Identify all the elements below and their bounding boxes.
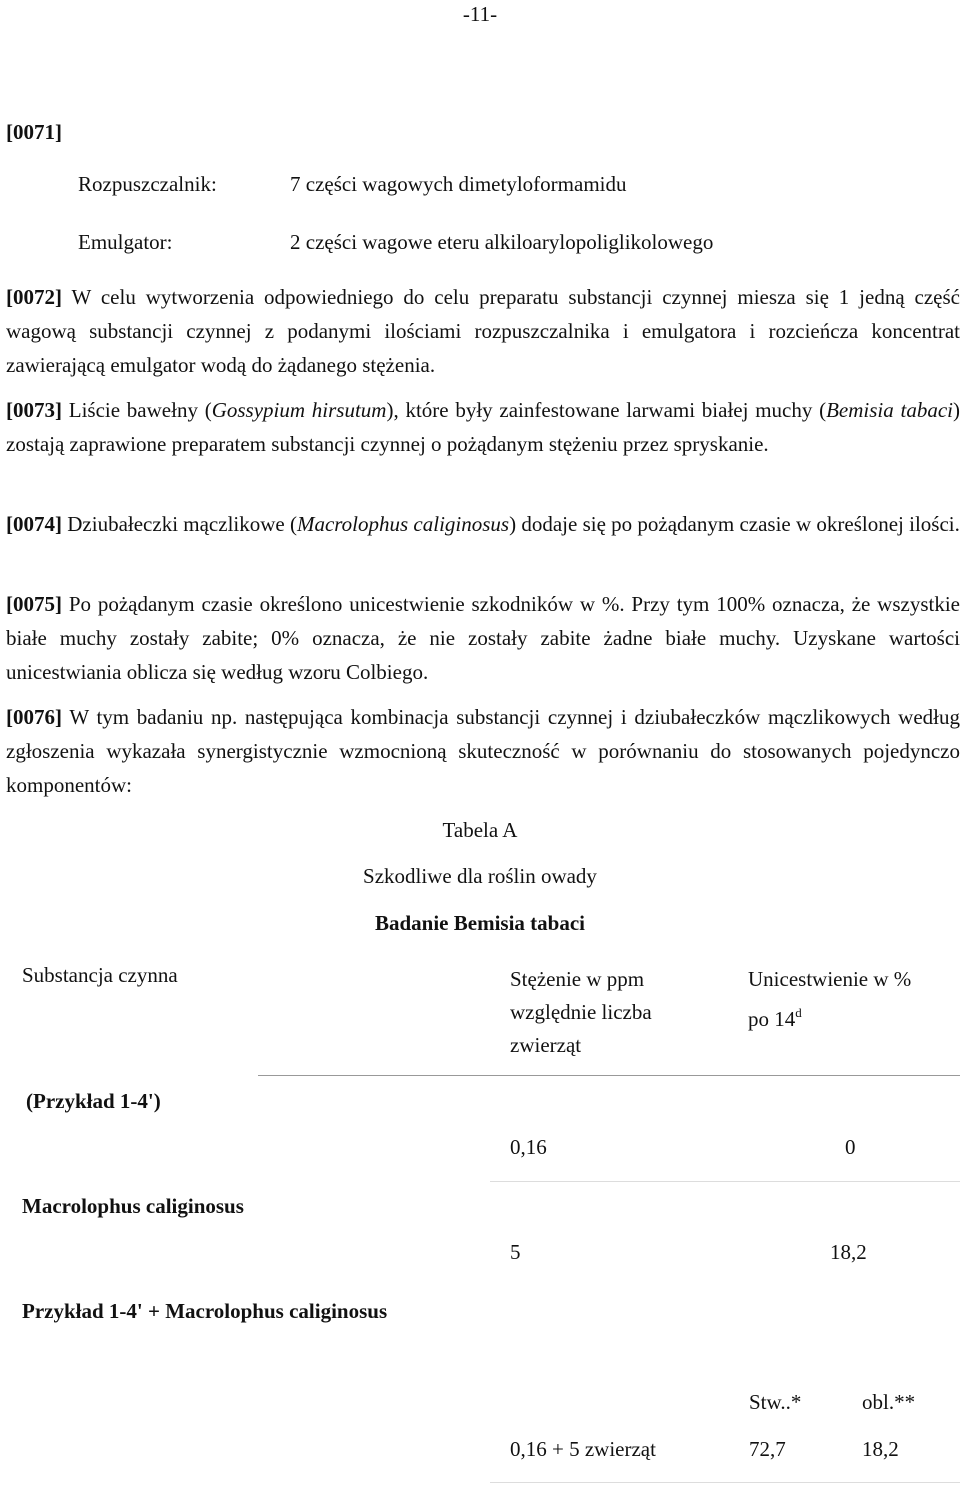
calc-label: obl.** (862, 1390, 916, 1414)
row3-substance: Przykład 1-4' + Macrolophus caliginosus (22, 1299, 388, 1323)
paragraph-0076 (6, 700, 960, 802)
row3-found: 72,7 (749, 1437, 786, 1461)
page-number: -11- (462, 2, 498, 26)
paragraph-text-0072: W celu wytworzenia odpowiedniego do celu preparatu substancji czynnej miesza się 1 jedną część wagową substancji czynnej z podanymi ilościami rozpuszczalnika i emulgatora i rozcieńcza koncentrat zawierającą emulgator wodą do żądanego stężenia. (6, 285, 960, 377)
row2-mortality: 18,2 (830, 1240, 867, 1264)
header-mortality-line1: Unicestwienie w % (748, 967, 912, 991)
paragraph-0075 (6, 587, 960, 689)
table-subtitle: Szkodliwe dla roślin owady (363, 864, 597, 888)
paragraph-text-0073-b: ), które były zainfestowane larwami białej muchy ( (386, 398, 827, 422)
row1-concentration: 0,16 (510, 1135, 547, 1159)
paragraph-tag-0076: [0076] (6, 705, 62, 729)
row1-mortality: 0 (845, 1135, 856, 1159)
header-concentration (510, 963, 652, 1062)
paragraph-text-0076: W tym badaniu np. następująca kombinacja substancji czynnej i dziubałeczków mączlikowych według zgłoszenia wykazała synergistycznie wzmocnioną skuteczność w porównaniu do stosowanych pojedynczo komponentów: (6, 705, 960, 797)
row2-substance: Macrolophus caliginosus (22, 1194, 244, 1218)
paragraph-text-0075: Po pożądanym czasie określono unicestwienie szkodników w %. Przy tym 100% oznacza, że wszystkie białe muchy zostały zabite; 0% oznacza, że nie zostały zabite żadne białe muchy. Uzyskane wartości unicestwiania oblicza się według wzoru Colbiego. (6, 592, 960, 684)
row1-substance: (Przykład 1-4') (26, 1089, 161, 1113)
header-mortality-sup: d (795, 1005, 802, 1020)
header-mortality-line2: po 14$^d$ (748, 1005, 802, 1031)
paragraph-0074 (6, 507, 960, 541)
header-concentration-line1: Stężenie w ppm (510, 967, 645, 991)
paragraph-tag-0074: [0074] (6, 512, 62, 536)
emulsifier-value: 2 części wagowe eteru alkiloarylopoliglikolowego (290, 230, 714, 254)
solvent-value: 7 części wagowych dimetyloformamidu (290, 172, 627, 196)
species-bemisia: Bemisia tabaci (826, 398, 953, 422)
paragraph-0072 (6, 280, 960, 382)
paragraph-tag-0075: [0075] (6, 592, 62, 616)
header-substance: Substancja czynna (22, 963, 178, 987)
paragraph-text-0073-c: ) zostają zaprawione preparatem substancji czynnej o pożądanym stężeniu przez spryskanie. (6, 398, 960, 456)
row3-calc: 18,2 (862, 1437, 899, 1461)
table-study: Badanie Bemisia tabaci (374, 911, 585, 935)
paragraph-text-0074-a: Dziubałeczki mączlikowe ( (67, 512, 297, 536)
species-macrolophus: Macrolophus caliginosus (296, 512, 510, 536)
row3-concentration: 0,16 + 5 zwierząt (510, 1437, 656, 1461)
species-gossypium: Gossypium hirsutum (211, 398, 387, 422)
paragraph-text-0074-b: ) dodaje się po pożądanym czasie w określonej ilości. (509, 512, 960, 536)
row2-concentration: 5 (510, 1240, 521, 1264)
found-label: Stw..* (749, 1390, 802, 1414)
table-title: Tabela A (442, 818, 518, 842)
emulsifier-label: Emulgator: (78, 230, 173, 254)
row-divider-1 (490, 1181, 960, 1182)
paragraph-tag-0073: [0073] (6, 398, 62, 422)
table-divider (258, 1075, 960, 1076)
solvent-label: Rozpuszczalnik: (78, 172, 217, 196)
row-divider-2 (490, 1482, 960, 1483)
paragraph-tag-0071: [0071] (6, 120, 62, 144)
paragraph-0073 (6, 393, 960, 461)
header-concentration-line2: względnie liczba (510, 1000, 652, 1024)
paragraph-text-0073-a: Liście bawełny ( (68, 398, 212, 422)
header-mortality (748, 963, 911, 1036)
header-concentration-line3: zwierząt (510, 1033, 582, 1057)
paragraph-tag-0072: [0072] (6, 285, 62, 309)
